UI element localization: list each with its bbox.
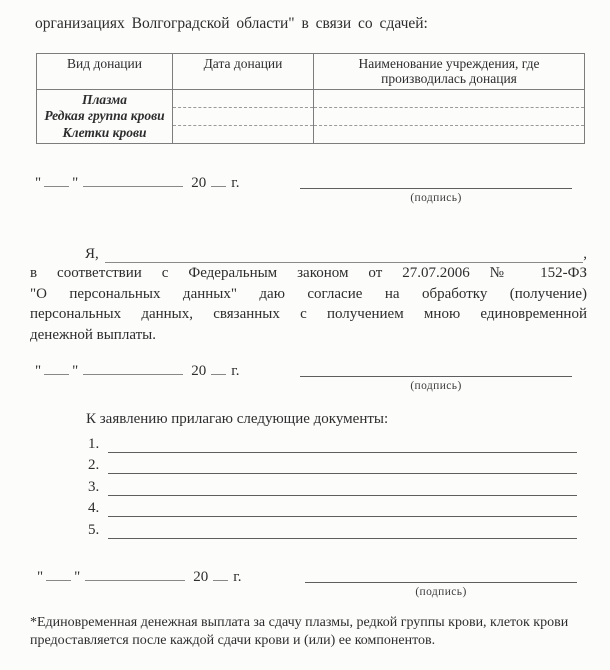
consent-lead: [30, 240, 587, 263]
close-quote: ": [72, 363, 79, 379]
year-suffix: г.: [233, 569, 242, 585]
signature-line[interactable]: [300, 188, 572, 189]
attachment-field-3[interactable]: [108, 473, 577, 496]
label-blood-cells: Клетки крови: [62, 124, 147, 140]
donation-date-field-1[interactable]: [173, 90, 314, 108]
attachments-list: [88, 431, 577, 539]
donation-date-field-3[interactable]: [173, 126, 314, 144]
label-plasma: Плазма: [81, 91, 128, 107]
year-century: 20: [191, 175, 207, 191]
signature-line[interactable]: [305, 582, 577, 583]
month-field[interactable]: [83, 361, 183, 375]
date-line-3: [37, 567, 241, 586]
year-field[interactable]: [211, 173, 226, 187]
day-field[interactable]: [44, 173, 69, 187]
attachment-item-2: [88, 453, 577, 475]
item-number: 4.: [88, 500, 100, 516]
consent-line: "О персональных данных" даю согласие на обработку (получение): [30, 285, 587, 302]
attachment-field-4[interactable]: [108, 495, 577, 518]
month-field[interactable]: [85, 567, 185, 581]
close-quote: ": [72, 175, 79, 191]
consent-line: персональных данных, связанных с получением мною единовременной: [30, 306, 587, 322]
attachment-item-3: [88, 474, 577, 496]
footnote: [30, 614, 600, 649]
attachment-item-4: [88, 496, 577, 518]
consent-lead-in: Я,: [85, 246, 99, 262]
donation-table: [36, 53, 585, 144]
header-donation-date: Дата донации: [173, 54, 314, 90]
attachment-field-2[interactable]: [108, 452, 577, 475]
year-suffix: г.: [231, 363, 240, 379]
open-quote: ": [35, 363, 42, 379]
footnote-line: *Единовременная денежная выплата за сдачу плазмы, редкой группы крови, клеток крови: [30, 615, 569, 630]
full-name-field[interactable]: [105, 242, 583, 263]
signature-block-2: [300, 376, 572, 392]
year-field[interactable]: [213, 567, 228, 581]
consent-line: в соответствии с Федеральным законом от 27.07.2006 № 152-ФЗ: [30, 265, 587, 281]
date-line-2: [35, 361, 239, 380]
signature-caption: (подпись): [415, 586, 467, 598]
institution-field-3[interactable]: [314, 126, 585, 144]
attachment-item-5: [88, 517, 577, 539]
signature-block-3: [305, 582, 577, 598]
signature-caption: (подпись): [410, 192, 462, 204]
institution-field-1[interactable]: [314, 90, 585, 108]
signature-caption: (подпись): [410, 380, 462, 392]
header-institution: Наименование учреждения, где производилась донация: [314, 54, 585, 90]
year-field[interactable]: [211, 361, 226, 375]
header-donation-type: Вид донации: [37, 54, 173, 90]
open-quote: ": [37, 569, 44, 585]
footnote-line: предоставляется после каждой сдачи крови и (или) ее компонентов.: [30, 632, 436, 648]
day-field[interactable]: [44, 361, 69, 375]
month-field[interactable]: [83, 173, 183, 187]
consent-paragraph: [30, 240, 587, 345]
attachment-field-1[interactable]: [108, 430, 577, 453]
donation-date-field-2[interactable]: [173, 108, 314, 126]
year-century: 20: [191, 363, 207, 379]
day-field[interactable]: [46, 567, 71, 581]
table-row: [37, 90, 585, 108]
year-century: 20: [193, 569, 209, 585]
close-quote: ": [74, 569, 81, 585]
attachments-heading: К заявлению прилагаю следующие документы:: [86, 411, 389, 427]
signature-line[interactable]: [300, 376, 572, 377]
item-number: 3.: [88, 478, 100, 495]
institution-field-2[interactable]: [314, 108, 585, 126]
open-quote: ": [35, 175, 42, 191]
consent-trailing-comma: ,: [583, 246, 587, 262]
date-line-1: [35, 173, 239, 192]
intro-text: организациях Волгоградской области" в связи со сдачей:: [35, 15, 428, 32]
consent-line: денежной выплаты.: [30, 326, 156, 343]
attachment-item-1: [88, 431, 577, 453]
item-number: 1.: [88, 435, 100, 452]
donation-type-labels: [37, 90, 173, 144]
signature-block-1: [300, 188, 572, 204]
year-suffix: г.: [231, 175, 240, 191]
label-rare-blood-group: Редкая группа крови: [44, 108, 165, 124]
item-number: 2.: [88, 457, 100, 473]
attachment-field-5[interactable]: [108, 516, 577, 539]
table-header-row: [37, 54, 585, 90]
item-number: 5.: [88, 521, 100, 538]
